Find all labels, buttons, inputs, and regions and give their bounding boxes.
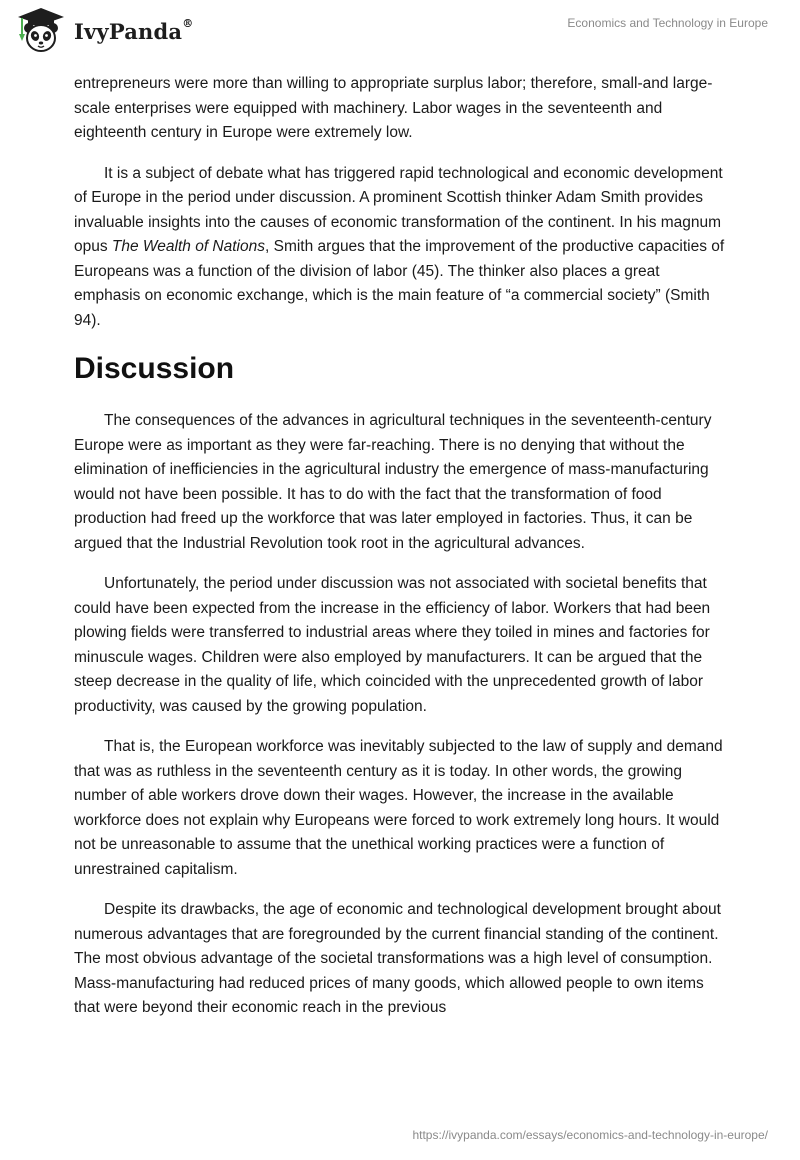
source-url[interactable]: https://ivypanda.com/essays/economics-and-technology-in-europe/ (412, 1128, 768, 1142)
brand-name: IvyPanda® (74, 16, 194, 44)
paragraph: That is, the European workforce was inevitably subjected to the law of supply and demand that was as ruthless in the seventeenth century as it is today. In other words, the growing number of able workers drove down their wages. However, the increase in the available workforce does not explain why Europeans were forced to work extremely long hours. It would not be unreasonable to assume that the unethical working practices were a function of unrestrained capitalism. (74, 738, 723, 878)
paragraph: The consequences of the advances in agricultural techniques in the seventeenth-century Europe were as important as they were far-reaching. There is no denying that without the elimination of inefficiencies in the agricultural industry the emergence of mass-manufacturing would not have been possible. It has to do with the fact that the transformation of food production had freed up the workforce that was later employed in factories. Thus, it can be argued that the Industrial Revolution took root in the agricultural advances. (74, 412, 712, 552)
section-heading: Discussion (74, 352, 235, 385)
page-header (0, 0, 800, 64)
brand-logo[interactable] (14, 6, 193, 54)
paragraph: Despite its drawbacks, the age of economic and technological development brought about numerous advantages that are foregrounded by the current financial standing of the continent. The most obvious advantage of the societal transformations was a high level of consumption. Mass-manufacturing had reduced prices of many goods, which allowed people to own items that were beyond their economic reach in the previous (74, 901, 721, 1016)
paragraph: Unfortunately, the period under discussion was not associated with societal benefits that could have been expected from the increase in the efficiency of labor. Workers that had been plowing fields were transferred to industrial areas where they toiled in mines and factories for minuscule wages. Children were also employed by manufacturers. It can be argued that the steep decrease in the quality of life, which coincided with the unprecedented growth of labor productivity, was caused by the growing population. (74, 575, 711, 715)
paragraph: entrepreneurs were more than willing to appropriate surplus labor; therefore, small-and large-scale enterprises were equipped with machinery. Labor wages in the seventeenth and eighteenth century in Europe were extremely low. (74, 75, 713, 141)
book-title: The Wealth of Nations (111, 238, 265, 255)
panda-graduate-icon (14, 6, 68, 54)
paragraph: It is a subject of debate what has triggered rapid technological and economic development of Europe in the period under discussion. A prominent Scottish thinker Adam Smith provides invaluable insights into the causes of economic transformation of the continent. In his magnum opus The Wealth of Nations, Smith argues that the improvement of the productive capacities of Europeans was a function of the division of labor (45). The thinker also places a great emphasis on economic exchange, which is the main feature of “a commercial society” (Smith 94). (74, 164, 725, 329)
essay-body (74, 72, 730, 1037)
running-title: Economics and Technology in Europe (567, 16, 768, 30)
